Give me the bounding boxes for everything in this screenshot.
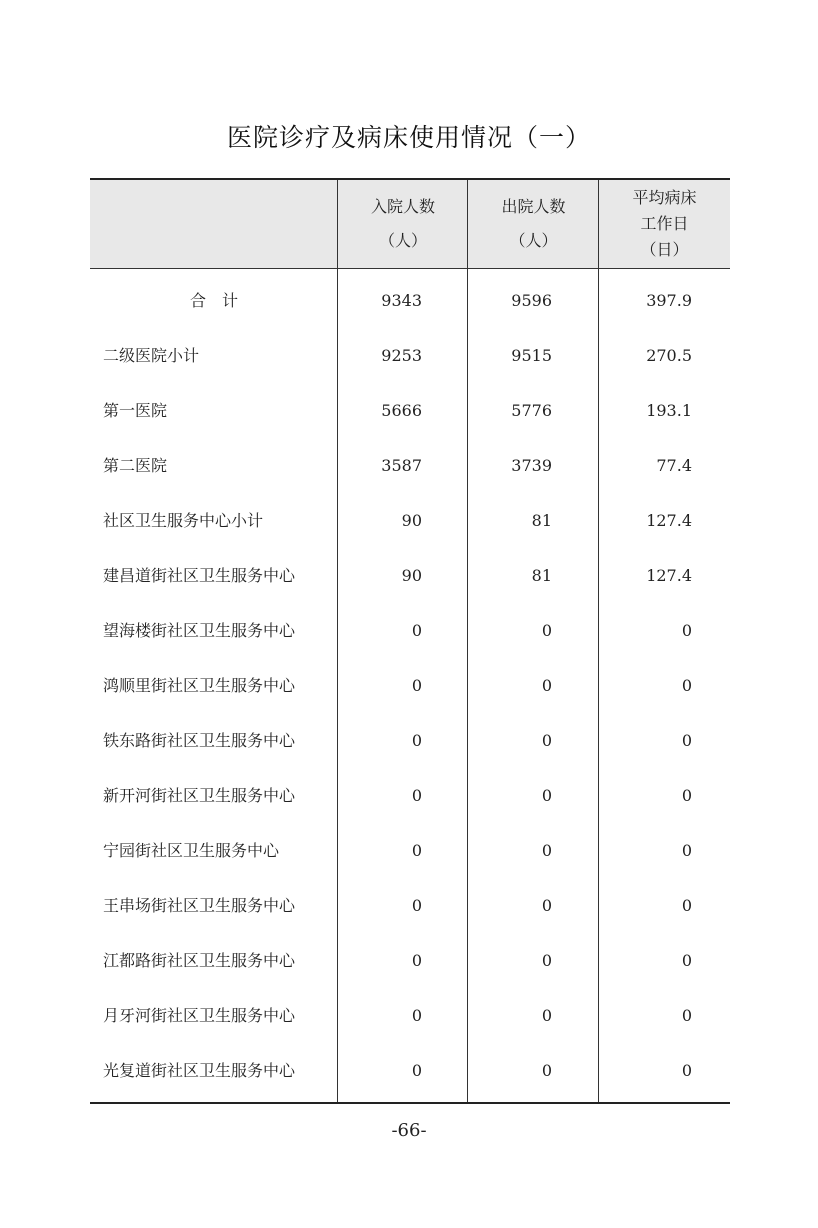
page-title: 医院诊疗及病床使用情况（一） <box>226 123 591 152</box>
table-row <box>90 878 730 933</box>
discharges-cell: 5776 <box>511 401 552 420</box>
bed-days-cell: 193.1 <box>646 401 692 420</box>
bed-days-cell: 0 <box>681 841 692 860</box>
discharges-cell: 0 <box>541 1006 552 1025</box>
row-label: 建昌道街社区卫生服务中心 <box>103 566 296 585</box>
table-row <box>90 933 730 988</box>
admissions-cell: 5666 <box>381 401 422 420</box>
header-discharges-label: 出院人数 <box>501 197 566 216</box>
row-label: 合 计 <box>189 291 238 310</box>
discharges-cell: 0 <box>541 621 552 640</box>
discharges-cell: 0 <box>541 841 552 860</box>
row-label: 第二医院 <box>103 456 168 475</box>
bed-days-cell: 0 <box>681 1006 692 1025</box>
header-bed-days <box>599 180 730 268</box>
bed-days-cell: 77.4 <box>656 456 692 475</box>
bed-days-cell: 0 <box>681 731 692 750</box>
discharges-cell: 81 <box>531 566 552 585</box>
table-row <box>90 273 730 328</box>
admissions-cell: 0 <box>411 896 422 915</box>
header-admissions-unit: （人） <box>378 231 427 250</box>
admissions-cell: 0 <box>411 786 422 805</box>
admissions-cell: 90 <box>401 566 422 585</box>
table-row <box>90 438 730 493</box>
header-admissions <box>338 180 468 268</box>
table-row <box>90 823 730 878</box>
row-label: 鸿顺里街社区卫生服务中心 <box>103 676 296 695</box>
bed-days-cell: 0 <box>681 621 692 640</box>
table-header <box>90 180 730 269</box>
row-label: 月牙河街社区卫生服务中心 <box>103 1006 296 1025</box>
statistics-table <box>90 178 730 1104</box>
discharges-cell: 0 <box>541 1061 552 1080</box>
discharges-cell: 0 <box>541 896 552 915</box>
bed-days-cell: 127.4 <box>646 511 692 530</box>
header-admissions-label: 入院人数 <box>370 197 435 216</box>
admissions-cell: 0 <box>411 731 422 750</box>
discharges-cell: 0 <box>541 676 552 695</box>
discharges-cell: 0 <box>541 951 552 970</box>
page-number: -66- <box>391 1120 427 1141</box>
admissions-cell: 3587 <box>381 456 422 475</box>
header-discharges-unit: （人） <box>509 231 558 250</box>
admissions-cell: 0 <box>411 621 422 640</box>
row-label: 光复道街社区卫生服务中心 <box>103 1061 296 1080</box>
discharges-cell: 0 <box>541 786 552 805</box>
bed-days-cell: 397.9 <box>646 291 692 310</box>
row-label: 江都路街社区卫生服务中心 <box>103 951 296 970</box>
admissions-cell: 0 <box>411 951 422 970</box>
bed-days-cell: 0 <box>681 1061 692 1080</box>
bed-days-cell: 127.4 <box>646 566 692 585</box>
table-row <box>90 603 730 658</box>
row-label: 社区卫生服务中心小计 <box>103 511 264 530</box>
table-row <box>90 548 730 603</box>
bed-days-cell: 0 <box>681 676 692 695</box>
table-row <box>90 768 730 823</box>
row-label: 铁东路街社区卫生服务中心 <box>103 731 296 750</box>
header-bed-days-label-2: 工作日 <box>640 214 689 233</box>
table-row <box>90 1043 730 1098</box>
admissions-cell: 0 <box>411 1006 422 1025</box>
header-discharges <box>468 180 599 268</box>
discharges-cell: 81 <box>531 511 552 530</box>
admissions-cell: 9253 <box>381 346 422 365</box>
header-bed-days-label: 平均病床 <box>632 188 697 207</box>
bed-days-cell: 270.5 <box>646 346 692 365</box>
bed-days-cell: 0 <box>681 896 692 915</box>
table-row <box>90 988 730 1043</box>
table-row <box>90 658 730 713</box>
bed-days-cell: 0 <box>681 786 692 805</box>
admissions-cell: 0 <box>411 841 422 860</box>
table-row <box>90 493 730 548</box>
row-label: 二级医院小计 <box>103 346 200 365</box>
admissions-cell: 0 <box>411 676 422 695</box>
bed-days-cell: 0 <box>681 951 692 970</box>
table-row <box>90 713 730 768</box>
admissions-cell: 0 <box>411 1061 422 1080</box>
table-row <box>90 328 730 383</box>
admissions-cell: 9343 <box>381 291 422 310</box>
discharges-cell: 3739 <box>511 456 552 475</box>
row-label: 王串场街社区卫生服务中心 <box>103 896 296 915</box>
row-label: 第一医院 <box>103 401 168 420</box>
row-label: 新开河街社区卫生服务中心 <box>103 786 296 805</box>
admissions-cell: 90 <box>401 511 422 530</box>
header-bed-days-unit: （日） <box>640 240 689 259</box>
discharges-cell: 9515 <box>511 346 552 365</box>
discharges-cell: 0 <box>541 731 552 750</box>
discharges-cell: 9596 <box>511 291 552 310</box>
row-label: 望海楼街社区卫生服务中心 <box>103 621 296 640</box>
table-row <box>90 383 730 438</box>
row-label: 宁园街社区卫生服务中心 <box>103 841 280 860</box>
